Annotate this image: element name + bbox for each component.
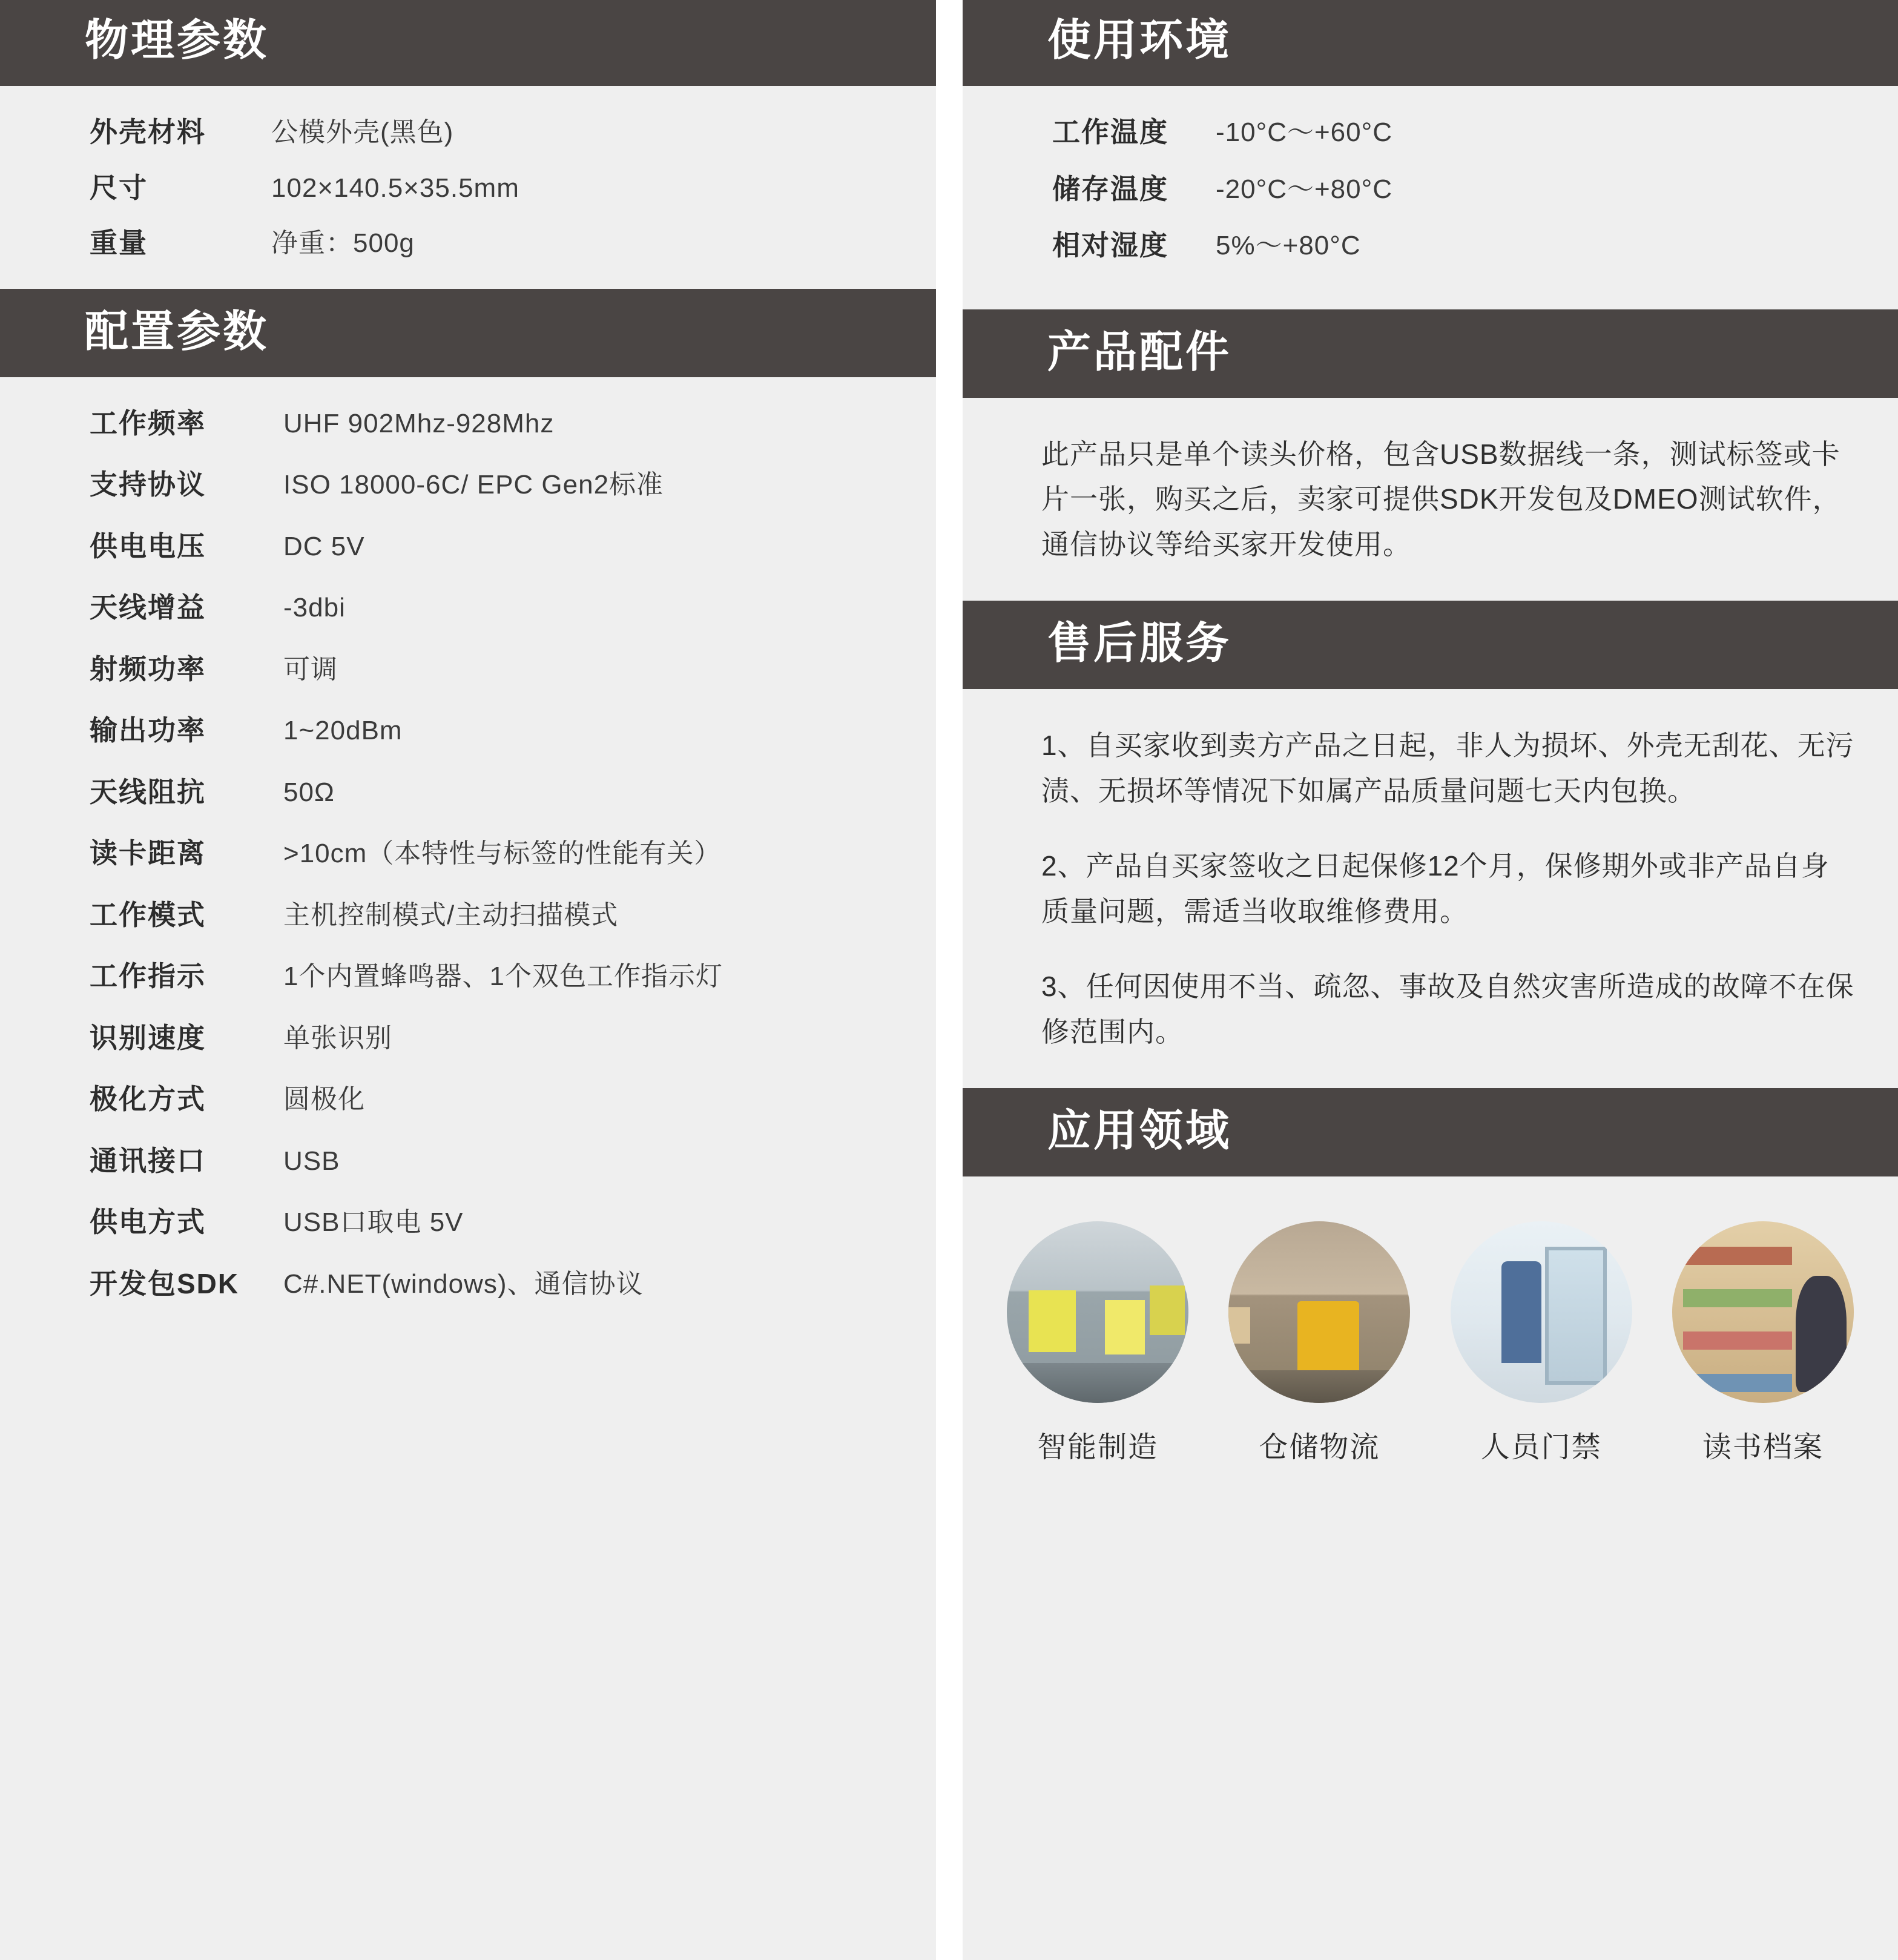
spec-value: 50Ω bbox=[283, 777, 335, 807]
spec-value: 净重：500g bbox=[271, 228, 415, 258]
spec-label: 工作温度 bbox=[1052, 116, 1168, 148]
spec-label: 工作模式 bbox=[90, 899, 206, 931]
environment-spec-panel bbox=[963, 86, 1898, 309]
spec-value: 主机控制模式/主动扫描模式 bbox=[283, 900, 619, 930]
spec-label: 开发包SDK bbox=[90, 1267, 240, 1299]
spec-value: 公模外壳(黑色) bbox=[271, 117, 454, 147]
spec-label: 支持协议 bbox=[90, 469, 206, 500]
applications-panel bbox=[963, 1176, 1898, 1502]
spec-row bbox=[90, 1082, 900, 1117]
spec-label: 天线增益 bbox=[90, 592, 206, 623]
spec-label: 尺寸 bbox=[90, 171, 148, 203]
spec-label: 读卡距离 bbox=[90, 837, 206, 869]
accessories-text: 此产品只是单个读头价格，包含USB数据线一条，测试标签或卡片一张，购买之后，卖家可提供SDK开发包及DMEO测试软件，通信协议等给买家开发使用。 bbox=[1041, 438, 1841, 560]
spec-label: 供电电压 bbox=[90, 530, 206, 562]
config-spec-panel bbox=[0, 377, 936, 1353]
spec-label: 识别速度 bbox=[90, 1021, 206, 1054]
spec-row bbox=[90, 529, 900, 564]
application-caption: 读书档案 bbox=[1702, 1431, 1824, 1464]
spec-value: 单张识别 bbox=[283, 1023, 392, 1053]
spec-label: 重量 bbox=[90, 227, 148, 259]
application-item bbox=[1219, 1221, 1419, 1465]
right-fill bbox=[963, 1502, 1898, 1960]
spec-value: DC 5V bbox=[283, 531, 365, 561]
application-caption: 智能制造 bbox=[1037, 1431, 1159, 1464]
spec-row bbox=[90, 775, 900, 810]
spec-label: 天线阻抗 bbox=[90, 776, 206, 808]
factory-photo-icon bbox=[1007, 1221, 1188, 1403]
spec-row bbox=[90, 171, 900, 206]
spec-label: 相对湿度 bbox=[1052, 229, 1168, 261]
spec-value: -10°C～+60°C bbox=[1216, 117, 1392, 147]
service-paragraph: 3、任何因使用不当、疏忽、事故及自然灾害所造成的故障不在保修范围内。 bbox=[1041, 971, 1854, 1048]
spec-row bbox=[1052, 228, 1862, 263]
spec-label: 供电方式 bbox=[90, 1206, 206, 1238]
spec-value: 1个内置蜂鸣器、1个双色工作指示灯 bbox=[283, 962, 723, 991]
right-column bbox=[963, 0, 1898, 1960]
section-header-physical: 物理参数 bbox=[0, 0, 936, 86]
section-header-environment: 使用环境 bbox=[963, 0, 1898, 86]
spec-row bbox=[90, 898, 900, 933]
spec-row bbox=[90, 406, 900, 441]
spec-value: 圆极化 bbox=[283, 1084, 365, 1114]
warehouse-photo-icon bbox=[1228, 1221, 1410, 1403]
spec-value: 可调 bbox=[283, 654, 338, 684]
spec-value: 1~20dBm bbox=[283, 716, 403, 745]
spec-value: USB bbox=[283, 1146, 340, 1176]
access-control-photo-icon bbox=[1451, 1221, 1632, 1403]
service-panel bbox=[963, 689, 1898, 1088]
spec-row bbox=[90, 226, 900, 261]
spec-value: -3dbi bbox=[283, 593, 346, 622]
spec-row bbox=[90, 959, 900, 994]
application-item bbox=[1663, 1221, 1863, 1465]
spec-label: 工作指示 bbox=[90, 960, 206, 992]
spec-value: >10cm（本特性与标签的性能有关） bbox=[283, 839, 722, 868]
spec-row bbox=[1052, 115, 1862, 150]
accessories-panel bbox=[963, 398, 1898, 601]
section-header-service: 售后服务 bbox=[963, 601, 1898, 689]
physical-spec-panel bbox=[0, 86, 936, 289]
bookshelf-photo-icon bbox=[1672, 1221, 1854, 1403]
spec-value: -20°C～+80°C bbox=[1216, 174, 1392, 204]
spec-row bbox=[1052, 172, 1862, 207]
left-column bbox=[0, 0, 936, 1960]
spec-row bbox=[90, 467, 900, 503]
spec-row bbox=[90, 590, 900, 625]
spec-value: UHF 902Mhz-928Mhz bbox=[283, 408, 555, 438]
spec-value: USB口取电 5V bbox=[283, 1207, 464, 1237]
spec-row bbox=[90, 115, 900, 150]
left-fill bbox=[0, 1352, 936, 1960]
service-paragraph: 1、自买家收到卖方产品之日起，非人为损坏、外壳无刮花、无污渍、无损坏等情况下如属产品质量问题七天内包换。 bbox=[1041, 730, 1854, 807]
spec-row bbox=[90, 836, 900, 871]
spec-label: 外壳材料 bbox=[90, 116, 206, 148]
spec-label: 射频功率 bbox=[90, 653, 206, 685]
spec-value: ISO 18000-6C/ EPC Gen2标准 bbox=[283, 470, 664, 500]
application-item bbox=[1442, 1221, 1641, 1465]
spec-label: 输出功率 bbox=[90, 714, 206, 746]
spec-value: C#.NET(windows)、通信协议 bbox=[283, 1269, 644, 1299]
spec-label: 储存温度 bbox=[1052, 173, 1168, 205]
application-caption: 人员门禁 bbox=[1480, 1431, 1602, 1464]
spec-row bbox=[90, 713, 900, 748]
service-paragraph: 2、产品自买家签收之日起保修12个月，保修期外或非产品自身质量问题，需适当收取维修费用。 bbox=[1041, 850, 1830, 927]
section-header-accessories: 产品配件 bbox=[963, 309, 1898, 398]
spec-label: 通讯接口 bbox=[90, 1144, 206, 1176]
spec-label: 极化方式 bbox=[90, 1083, 206, 1115]
spec-row bbox=[90, 1144, 900, 1179]
spec-label: 工作频率 bbox=[90, 407, 206, 439]
spec-row bbox=[90, 1205, 900, 1240]
spec-value: 102×140.5×35.5mm bbox=[271, 173, 519, 203]
spec-row bbox=[90, 1021, 900, 1056]
spec-row bbox=[90, 1267, 900, 1302]
section-header-applications: 应用领域 bbox=[963, 1088, 1898, 1176]
spec-row bbox=[90, 652, 900, 687]
section-header-config: 配置参数 bbox=[0, 289, 936, 377]
application-caption: 仓储物流 bbox=[1259, 1431, 1380, 1464]
application-item bbox=[998, 1221, 1198, 1465]
spec-value: 5%～+80°C bbox=[1216, 231, 1361, 260]
